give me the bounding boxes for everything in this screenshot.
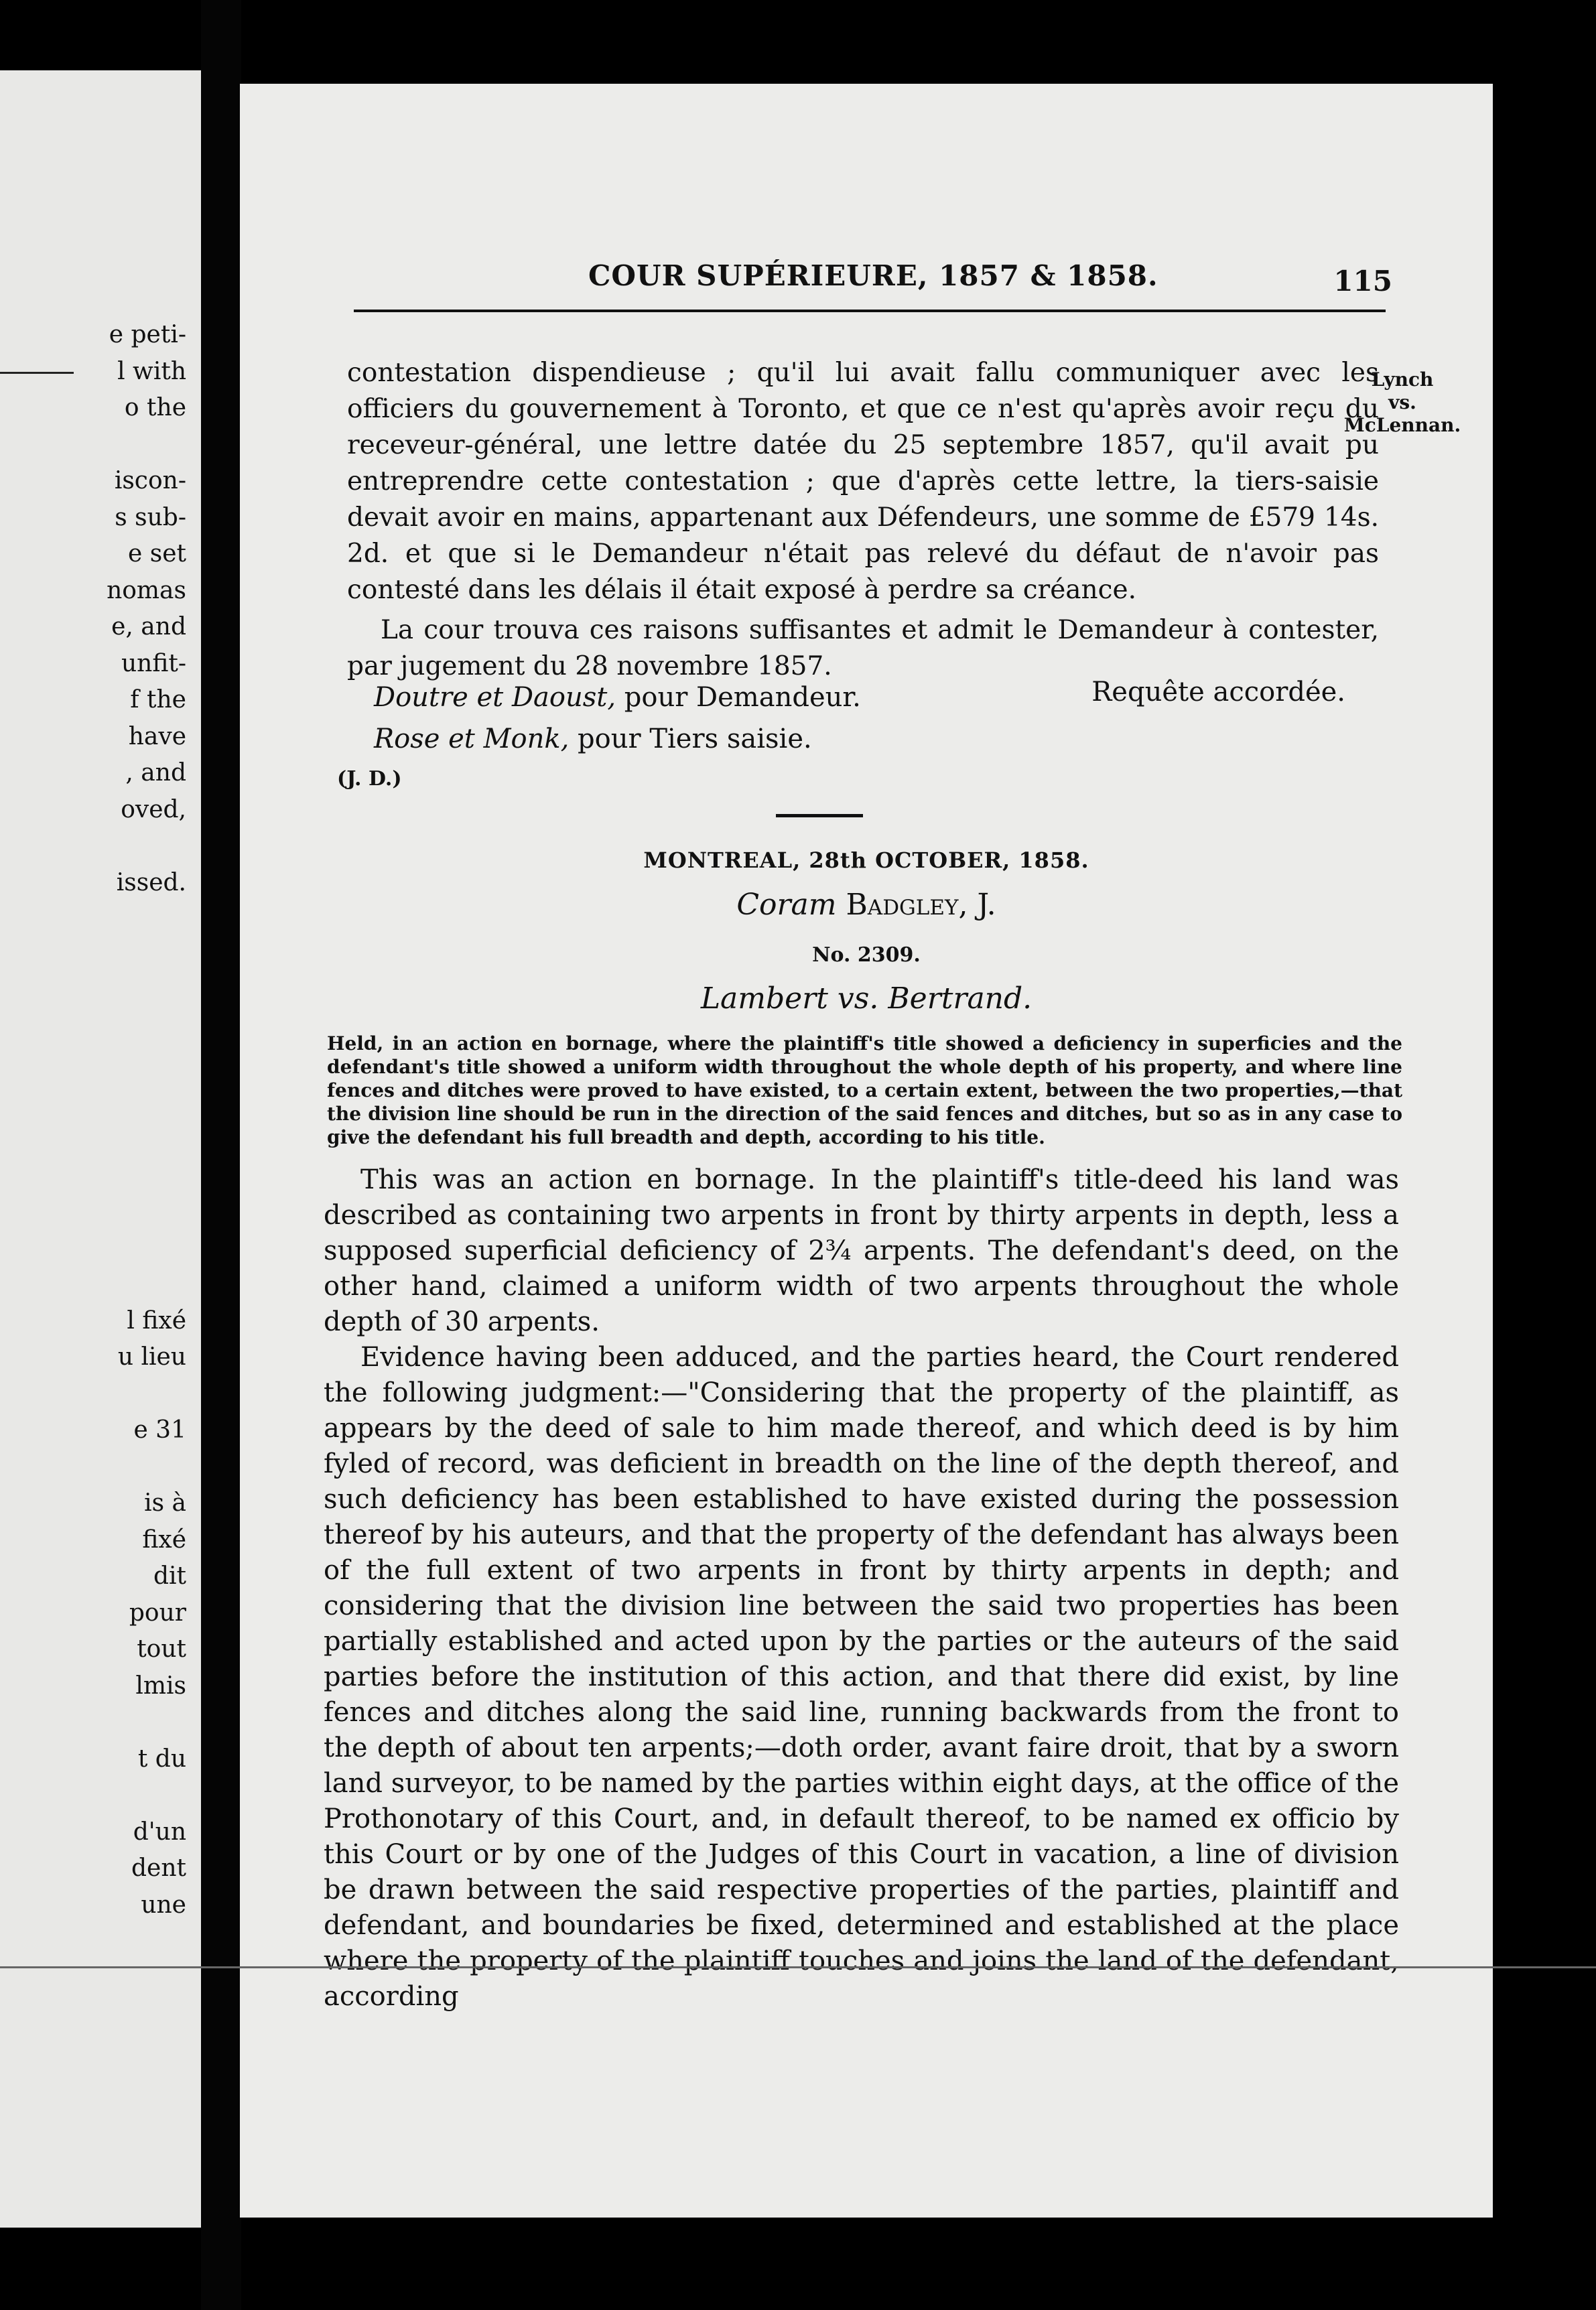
- reporter-initials: (J. D.): [337, 767, 402, 791]
- section-divider: [776, 814, 863, 817]
- decision-result: Requête accordée.: [1091, 677, 1345, 707]
- facing-page-line: issed.: [116, 868, 186, 896]
- facing-page-line: e set: [128, 540, 186, 567]
- facing-page-line: e, and: [111, 613, 186, 640]
- counsel-plaintiff-names: Doutre et Daoust,: [374, 682, 616, 713]
- case-number: No. 2309.: [812, 943, 921, 967]
- facing-page-line: is à: [144, 1489, 186, 1517]
- margin-plaintiff: Lynch: [1371, 368, 1434, 391]
- court-decision-paragraph: La cour trouva ces raisons suffisantes et admit le Demandeur à contester, par jugement du 28 novembre 1857.: [347, 615, 1379, 681]
- judge-prefix: Coram: [736, 888, 837, 922]
- facing-page-line: , and: [125, 759, 186, 787]
- page-number: 115: [1333, 265, 1392, 297]
- body-paragraph-facts: This was an action en bornage. In the plaintiff's title-deed his land was described as containing two arpents in front by thirty arpents in depth, less a supposed superficial deficiency of 2¾ arpents. The defendant's deed, on the other hand, claimed a uniform width of two arpents throughout the whole depth of 30 arpents.: [324, 1164, 1399, 1337]
- counsel-garnishee-role: pour Tiers saisie.: [578, 724, 812, 754]
- facing-page-line: iscon-: [114, 467, 186, 494]
- counsel-plaintiff-role: pour Demandeur.: [624, 682, 861, 713]
- facing-page-line: une: [141, 1891, 186, 1919]
- facing-page-line: s sub-: [115, 503, 186, 531]
- scan-artifact-line: [0, 1966, 1596, 1968]
- facing-page-line: pour: [129, 1599, 186, 1627]
- facing-page-line: have: [128, 722, 186, 750]
- facing-page-line: tout: [137, 1635, 186, 1663]
- counsel-garnishee-names: Rose et Monk,: [374, 724, 570, 754]
- facing-page-line: nomas: [107, 576, 186, 604]
- facing-page-line: dit: [153, 1562, 186, 1590]
- counsel-garnishee: [374, 720, 1312, 758]
- facing-page-line: unfit-: [121, 649, 186, 677]
- facing-page-line: e peti-: [109, 321, 186, 348]
- judge-name: Badgley, J.: [846, 888, 996, 922]
- facing-page-line: dent: [131, 1854, 186, 1882]
- header-rule: [354, 310, 1386, 312]
- margin-defendant: McLennan.: [1343, 414, 1461, 436]
- facing-page-line: e 31: [133, 1416, 186, 1444]
- margin-versus: vs.: [1388, 391, 1416, 413]
- body-paragraph-judgment: Evidence having been adduced, and the parties heard, the Court rendered the following judgment:—"Considering that the property of the plaintiff, as appears by the deed of sale to him made thereof, and which deed is by him fyled of record, was deficient in breadth on the line of the depth thereof, and such deficiency has been established to have existed during the possession thereof by his auteurs, and that the property of the defendant has always been of the full extent of two arpents in front by thirty arpents in depth; and considering that the division line between the said two properties has been partially established and acted upon by the parties or the auteurs of the said parties before the institution of this action, and that there did exist, by line fences and ditches along the said line, running backwards from the front to the depth of about ten arpents;—doth order, avant faire droit, that by a sworn land surveyor, to be named by the parties within eight days, at the office of the Prothonotary of this Court, and, in default thereof, to be named ex officio by this Court or by one of the Judges of this Court in vacation, a line of division be drawn between the said respective properties of the parties, plaintiff and defendant, and boundaries be fixed, determined and established at the place where the property of the plaintiff touches and joins the land of the defendant, according: [324, 1342, 1399, 2012]
- case-parties: Lambert vs. Bertrand.: [700, 981, 1033, 1016]
- counsel-plaintiff: [374, 679, 1312, 716]
- case-date: MONTREAL, 28th OCTOBER, 1858.: [643, 847, 1089, 873]
- running-title: COUR SUPÉRIEURE, 1857 & 1858.: [588, 259, 1158, 292]
- facing-page-line: o the: [124, 394, 186, 421]
- facing-page-fragment: [0, 70, 201, 2228]
- facing-page-line: l fixé: [127, 1306, 186, 1335]
- document-page: [240, 84, 1493, 2218]
- continued-text: [347, 355, 1379, 685]
- book-gutter: [201, 0, 241, 2310]
- continued-paragraph: contestation dispendieuse ; qu'il lui avait fallu communiquer avec les officiers du gouvernement à Toronto, et que ce n'est qu'après avoir reçu du receveur-général, une lettre datée du 25 septembre 1857, qu'il avait pu entreprendre cette contestation ; que d'après cette lettre, la tiers-saisie devait avoir en mains, appartenant aux Défendeurs, une somme de £579 14s. 2d. et que si le Demandeur n'était pas relevé du défaut de n'avoir pas contesté dans les délais il était exposé à perdre sa créance.: [347, 358, 1379, 605]
- case-judge: [240, 888, 1493, 922]
- facing-page-line: f the: [130, 686, 186, 714]
- headnote: Held, in an action en bornage, where the plaintiff's title showed a deficiency in superficies and the defendant's title showed a uniform width throughout the whole depth of his property, and where line fences and ditches were proved to have existed, to a certain extent, between the two properties,—that the division line should be run in the direction of the said fences and ditches, but so as in any case to give the defendant his full breadth and depth, according to his title.: [327, 1032, 1402, 1148]
- facing-page-rule: [0, 372, 74, 374]
- facing-page-line: oved,: [121, 795, 186, 823]
- facing-page-line: d'un: [133, 1818, 186, 1846]
- facing-page-line: t du: [137, 1745, 186, 1773]
- facing-page-line: lmis: [135, 1672, 186, 1700]
- case-body: [324, 1162, 1399, 2015]
- facing-page-line: fixé: [142, 1525, 186, 1554]
- facing-page-line: u lieu: [117, 1343, 186, 1371]
- facing-page-line: l with: [117, 357, 186, 385]
- page-header: [354, 258, 1399, 305]
